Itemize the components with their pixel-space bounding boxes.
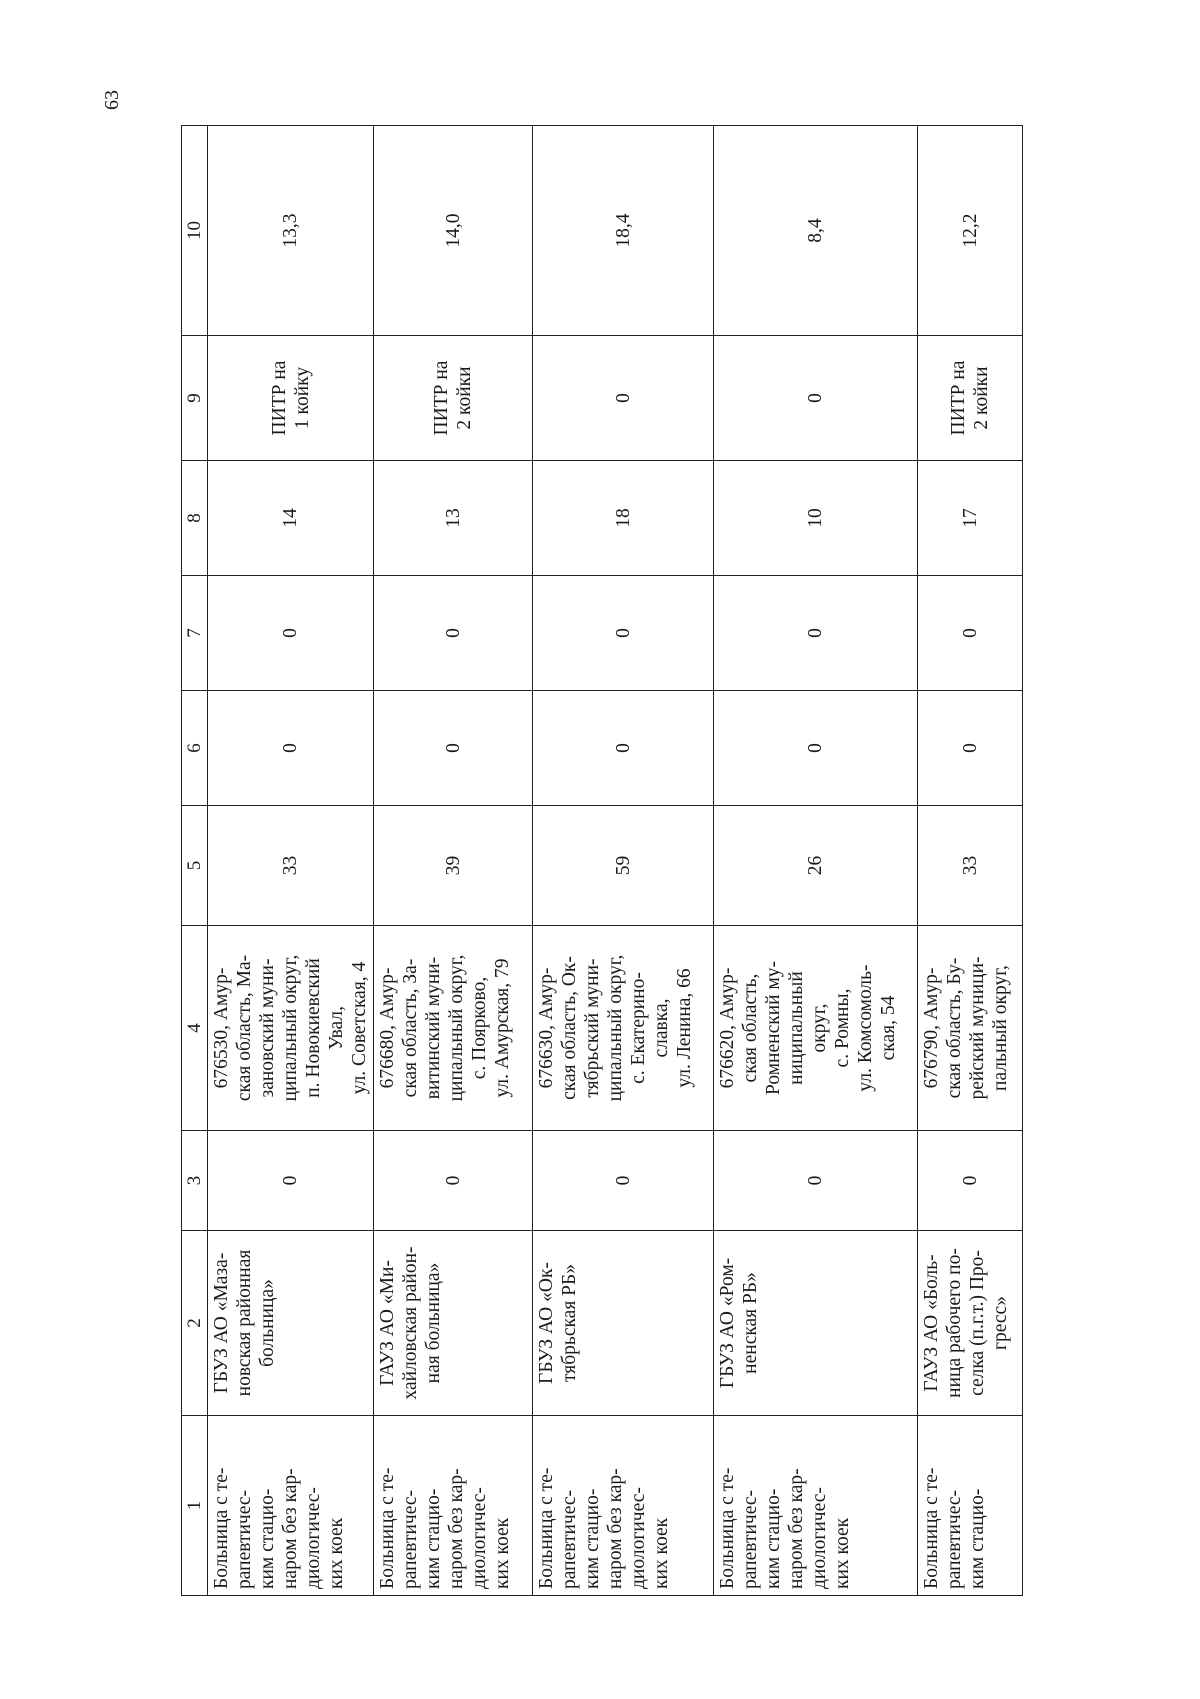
address-cell: 676620, Амур- ская область, Ромненский му- ниципальный округ, с. Ромны, ул. Комсомоль- ская, 54	[714, 926, 918, 1131]
value-cell: 14,0	[374, 126, 533, 336]
organization-cell: ГБУЗ АО «Маза- новская районная больница»	[208, 1231, 374, 1416]
organization-cell: ГАУЗ АО «Ми- хайловская район- ная больница»	[374, 1231, 533, 1416]
pitr-cell: 0	[533, 336, 714, 461]
header-cell: 3	[182, 1131, 208, 1231]
value-cell: 0	[374, 1131, 533, 1231]
value-cell: 0	[714, 1131, 918, 1231]
value-cell: 18,4	[533, 126, 714, 336]
header-cell: 4	[182, 926, 208, 1131]
value-cell: 13	[374, 461, 533, 576]
facility-type-cell: Больница с те- рапевтичес- ким стацио- наром без кар- диологичес- ких коек	[208, 1416, 374, 1596]
organization-cell: ГБУЗ АО «Ок- тябрьская РБ»	[533, 1231, 714, 1416]
header-cell: 9	[182, 336, 208, 461]
pitr-cell: 0	[714, 336, 918, 461]
value-cell: 17	[918, 461, 1023, 576]
header-cell: 8	[182, 461, 208, 576]
address-cell: 676530, Амур- ская область, Ма- зановский муни- ципальный округ, п. Новокиевский Увал, ул. Советская, 4	[208, 926, 374, 1131]
value-cell: 10	[714, 461, 918, 576]
value-cell: 0	[918, 691, 1023, 806]
table-row	[918, 126, 1023, 1596]
header-cell: 7	[182, 576, 208, 691]
page-number: 63	[101, 90, 123, 110]
value-cell: 0	[918, 1131, 1023, 1231]
value-cell: 33	[208, 806, 374, 926]
address-cell: 676790, Амур- ская область, Бу- рейский муници- пальный округ,	[918, 926, 1023, 1131]
value-cell: 8,4	[714, 126, 918, 336]
organization-cell: ГАУЗ АО «Боль- ница рабочего по- селка (п.г.т.) Про- гресс»	[918, 1231, 1023, 1416]
value-cell: 12,2	[918, 126, 1023, 336]
rotated-table-wrapper	[181, 126, 1011, 1596]
facility-type-cell: Больница с те- рапевтичес- ким стацио- наром без кар- диологичес- ких коек	[533, 1416, 714, 1596]
facility-type-cell: Больница с те- рапевтичес- ким стацио- наром без кар- диологичес- ких коек	[714, 1416, 918, 1596]
value-cell: 18	[533, 461, 714, 576]
value-cell: 0	[208, 691, 374, 806]
pitr-cell: ПИТР на 1 койку	[208, 336, 374, 461]
value-cell: 39	[374, 806, 533, 926]
value-cell: 0	[714, 576, 918, 691]
value-cell: 33	[918, 806, 1023, 926]
value-cell: 0	[208, 1131, 374, 1231]
header-cell: 10	[182, 126, 208, 336]
value-cell: 59	[533, 806, 714, 926]
value-cell: 14	[208, 461, 374, 576]
address-cell: 676680, Амур- ская область, За- витинский муни- ципальный округ, с. Поярково, ул. Амурская, 79	[374, 926, 533, 1131]
header-row	[182, 126, 208, 1596]
header-cell: 5	[182, 806, 208, 926]
value-cell: 0	[374, 691, 533, 806]
value-cell: 13,3	[208, 126, 374, 336]
facility-type-cell: Больница с те- рапевтичес- ким стацио-	[918, 1416, 1023, 1596]
organization-cell: ГБУЗ АО «Ром- ненская РБ»	[714, 1231, 918, 1416]
pitr-cell: ПИТР на 2 койки	[918, 336, 1023, 461]
pitr-cell: ПИТР на 2 койки	[374, 336, 533, 461]
table-row	[374, 126, 533, 1596]
value-cell: 0	[714, 691, 918, 806]
table-row	[533, 126, 714, 1596]
address-cell: 676630, Амур- ская область, Ок- тябрьский муни- ципальный округ, с. Екатерино- славка, ул. Ленина, 66	[533, 926, 714, 1131]
value-cell: 0	[533, 1131, 714, 1231]
value-cell: 0	[533, 691, 714, 806]
table-row	[714, 126, 918, 1596]
header-cell: 2	[182, 1231, 208, 1416]
value-cell: 0	[533, 576, 714, 691]
hospital-table	[181, 125, 1023, 1596]
header-cell: 1	[182, 1416, 208, 1596]
value-cell: 26	[714, 806, 918, 926]
value-cell: 0	[918, 576, 1023, 691]
table-row	[208, 126, 374, 1596]
value-cell: 0	[208, 576, 374, 691]
header-cell: 6	[182, 691, 208, 806]
facility-type-cell: Больница с те- рапевтичес- ким стацио- наром без кар- диологичес- ких коек	[374, 1416, 533, 1596]
value-cell: 0	[374, 576, 533, 691]
